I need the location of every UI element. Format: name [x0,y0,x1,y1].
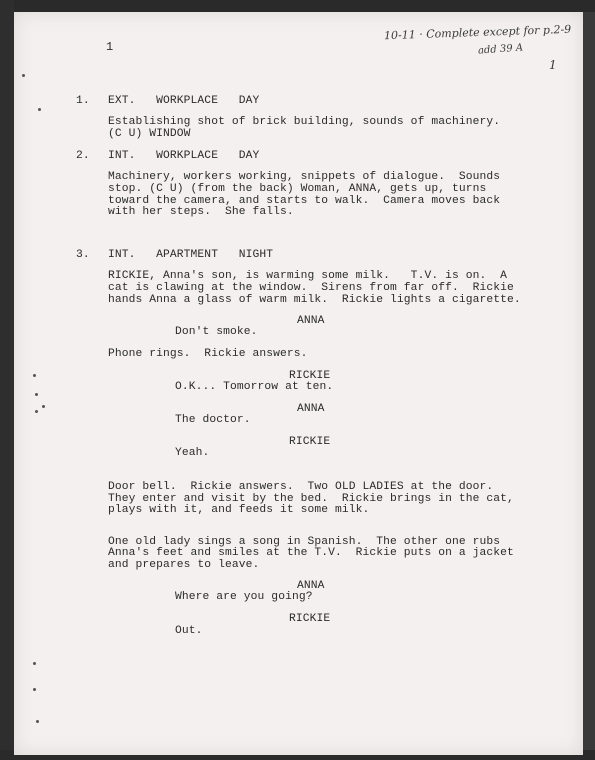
punch-mark [35,410,38,413]
handwritten-note-addition: add 39 A [477,42,524,57]
action-line: Phone rings. Rickie answers. [108,348,308,360]
character-name: ANNA [297,580,325,592]
character-name: ANNA [297,403,325,415]
character-name: RICKIE [289,370,331,382]
scan-border-left [0,0,14,760]
page-number: 1 [106,40,114,54]
dialogue-line: O.K... Tomorrow at ten. [175,381,334,393]
action-line: hands Anna a glass of warm milk. Rickie lights a cigarette. [108,294,521,306]
scene-heading: INT. APARTMENT NIGHT [108,249,274,261]
character-name: RICKIE [289,613,331,625]
action-line: Machinery, workers working, snippets of dialogue. Sounds [108,171,501,183]
punch-mark [35,393,38,396]
dialogue-line: Where are you going? [175,591,313,603]
punch-mark [42,405,45,408]
dialogue-line: The doctor. [175,414,251,426]
action-line: Door bell. Rickie answers. Two OLD LADIES at the door. [108,481,494,493]
scene-heading: EXT. WORKPLACE DAY [108,95,260,107]
scene-number: 3. [76,249,90,261]
action-line: Establishing shot of brick building, sounds of machinery. [108,116,501,128]
dialogue-line: Out. [175,625,203,637]
action-line: They enter and visit by the bed. Rickie brings in the cat, [108,493,514,505]
action-line: cat is clawing at the window. Sirens from far off. Rickie [108,282,514,294]
handwritten-note: 10-11 · Complete except for p.2-9 [383,22,572,43]
action-line: with her steps. She falls. [108,206,294,218]
punch-mark [33,688,36,691]
dialogue-line: Don't smoke. [175,326,258,338]
punch-mark [36,720,39,723]
action-line: plays with it, and feeds it some milk. [108,504,370,516]
punch-mark [38,108,41,111]
handwritten-page-number: 1 [549,58,557,72]
action-line: (C U) WINDOW [108,128,191,140]
character-name: RICKIE [289,436,331,448]
punch-mark [33,662,36,665]
action-line: Anna's feet and smiles at the T.V. Rickie puts on a jacket [108,547,514,559]
action-line: One old lady sings a song in Spanish. The other one rubs [108,536,501,548]
scene-number: 2. [76,150,90,162]
scene-number: 1. [76,95,90,107]
action-line: RICKIE, Anna's son, is warming some milk. T.V. is on. A [108,270,507,282]
punch-mark [33,374,36,377]
character-name: ANNA [297,315,325,327]
dialogue-line: Yeah. [175,447,210,459]
scan-border-top [0,0,595,12]
action-line: toward the camera, and starts to walk. Camera moves back [108,195,501,207]
punch-mark [22,74,25,77]
scene-heading: INT. WORKPLACE DAY [108,150,260,162]
action-line: stop. (C U) (from the back) Woman, ANNA, gets up, turns [108,183,487,195]
action-line: and prepares to leave. [108,559,260,571]
